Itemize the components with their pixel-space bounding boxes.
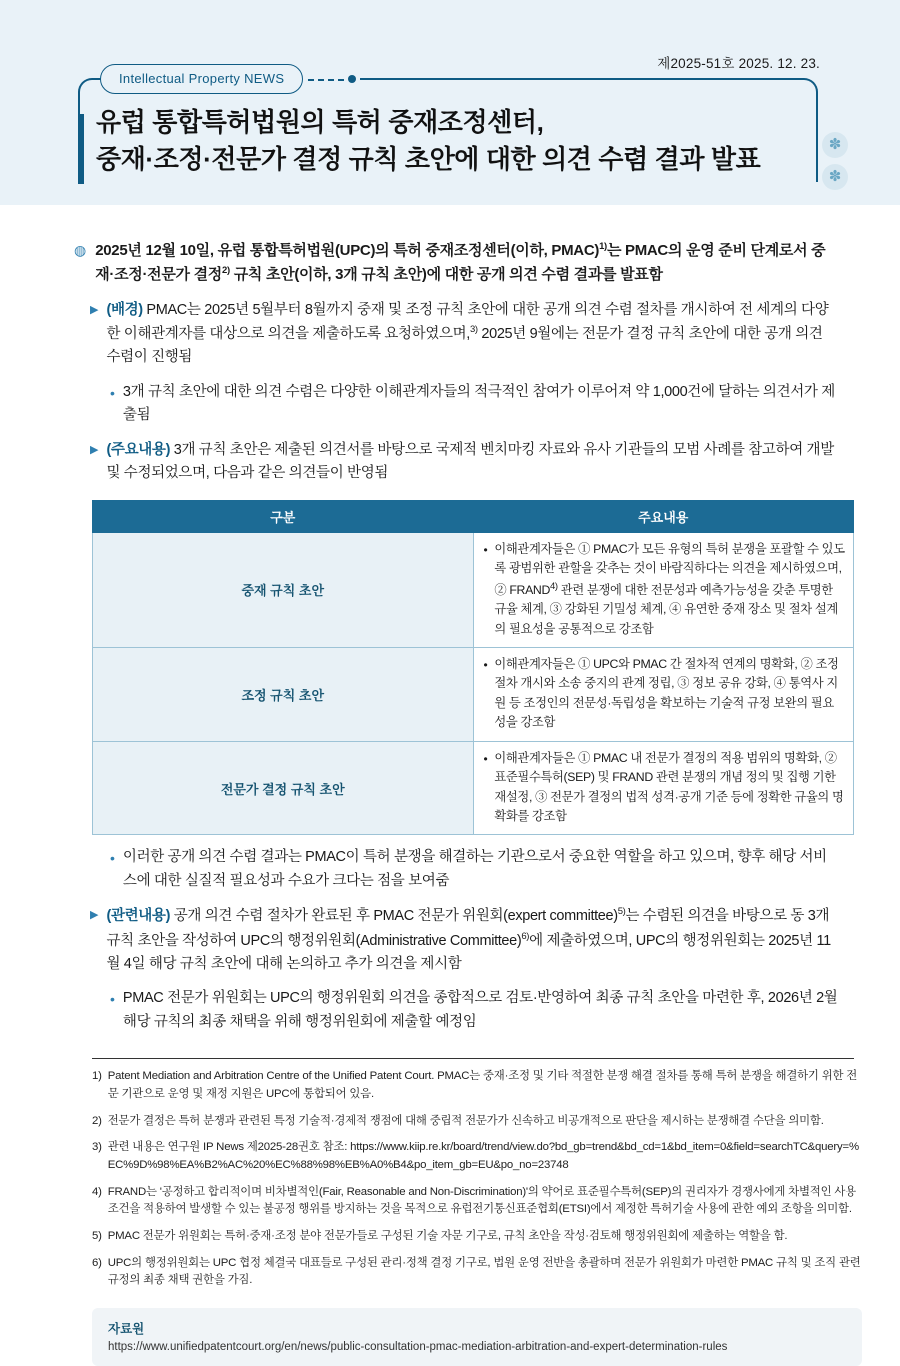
list-item-body-b: 는 수렴된 의견을 바탕으로 동 3개 규칙 초안을 작성하여 UPC의 행정위원회(Administrative Committee) [106,908,830,949]
list-item-text [106,299,838,370]
flower-icon: ✽ [822,164,848,190]
flower-icon: ✽ [822,132,848,158]
page-title-line2: 중재·조정·전문가 결정 규칙 초안에 대한 의견 수렴 결과 발표 [96,143,761,174]
list-item [107,846,838,893]
footnote-text: Patent Mediation and Arbitration Centre of the Unified Patent Court. PMAC는 중재·조정 및 기타 적절한 분쟁 해결 절차를 통해 특허 분쟁을 해결하기 위한 전문 기관으로 운영 및 재정 지원은 UPC에 통합되어 있음. [107,1070,858,1101]
table-header-row [93,500,854,532]
table-cell-text-a: 이해관계자들은 ① PMAC가 모든 유형의 특허 분쟁을 포괄할 수 있도록 광범위한 관할을 갖추는 것이 바람직하다는 의견을 제시하였으며, ② FRAND [494,541,845,597]
footnote-ref-2[interactable]: 2) [222,265,230,277]
list-item-text [106,904,838,976]
list-item-body-a: 3개 규칙 초안은 제출된 의견서를 바탕으로 국제적 벤치마킹 자료와 유사 기관들의 모범 사례를 참고하여 개발 및 수정되었으며, 다음과 같은 의견들이 반영됨 [106,441,834,482]
header-dashed-decoration [300,70,360,90]
table-row [93,741,854,835]
dot-bullet-icon: • [483,542,488,557]
table-cell-text-b: 관련 분쟁에 대한 전문성과 예측가능성을 갖춘 투명한 규율 체계, ③ 강화된 기밀성 체계, ④ 유연한 중재 장소 및 절차 설계의 필요성을 공통적으로 강조함 [494,582,838,636]
footnote-number: 2) [92,1114,102,1127]
footnote-ref-4[interactable]: 4) [549,580,558,592]
dot-bullet-icon: • [483,751,488,766]
dot-bullet-icon: • [110,850,115,867]
list-item [90,439,838,486]
source-box [92,1308,862,1366]
page-title [96,104,816,178]
footnote [92,1113,862,1131]
list-item [107,987,838,1034]
summary-table [92,500,854,836]
footnote [92,1228,862,1246]
footnote-text: UPC의 행정위원회는 UPC 협정 체결국 대표들로 구성된 관리·정책 결정 기구로, 법원 운영 전반을 총괄하며 전문가 위원회가 마련한 PMAC 규칙 및 조직 관련 규정의 최종 채택 권한을 가짐. [107,1256,861,1287]
footnote-text: 전문가 결정은 특허 분쟁과 관련된 특정 기술적·경제적 쟁점에 대해 중립적 전문가가 신속하고 비공개적으로 판단을 제시하는 분쟁해결 수단을 의미함. [107,1114,824,1127]
list-item-text: PMAC 전문가 위원회는 UPC의 행정위원회 의견을 종합적으로 검토·반영하여 최종 규칙 초안을 마련한 후, 2026년 2월 해당 규칙의 최종 채택을 위해 행정위원회에 제출할 예정임 [122,990,838,1030]
table-cell-text: 이해관계자들은 ① PMAC 내 전문가 결정의 적용 범위의 명확화, ② 표준필수특허(SEP) 및 FRAND 관련 분쟁의 개념 정의 및 집행 기한 재설정, ③ 전문가 결정의 법적 성격·공개 기준 등에 정확한 규율의 명확화를 강조함 [494,750,844,823]
source-url[interactable]: https://www.unifiedpatentcourt.org/en/news/public-consultation-pmac-mediation-arbitration-and-expert-determination-rules [108,1341,728,1354]
section-related [90,846,838,1034]
footnote-text: PMAC 전문가 위원회는 특허·중재·조정 분야 전문가들로 구성된 기술 자문 기구로, 규칙 초안을 작성·검토해 행정위원회에 제출하는 역할을 함. [107,1230,788,1243]
footnote [92,1255,862,1290]
footnote-number: 6) [92,1256,102,1269]
footnote [92,1139,862,1174]
lead-text-d: 규칙 초안(이하, 3개 규칙 초안)에 대한 공개 의견 수렴 결과를 발표함 [229,266,663,284]
lead-paragraph [74,239,838,288]
footnote-text: FRAND는 '공정하고 합리적이며 비차별적인(Fair, Reasonable and Non-Discrimination)'의 약어로 표준필수특허(SEP)의 권리자가 경쟁사에게 차별적인 사용조건을 적용하여 발생할 수 있는 불공정 행위를 방지하는 것을 목적으로 유럽전기통신표준협회(ETSI)에서 제정한 특허기술 사용에 관한 예외 조항을 의미함. [107,1185,856,1216]
list-item-body-c: 에 제출하였으며, UPC의 행정위원회는 2025년 11월 4일 해당 규칙 초안에 대해 논의하고 추가 의견을 제시함 [106,932,831,972]
footnote-number: 4) [92,1185,102,1198]
table-header-detail: 주요내용 [473,500,854,532]
list-item-text: 3개 규칙 초안에 대한 의견 수렴은 다양한 이해관계자들의 적극적인 참여가 이루어져 약 1,000건에 달하는 의견서가 제출됨 [122,383,835,424]
source-title: 자료원 [108,1322,145,1337]
table-cell-category: 조정 규칙 초안 [93,648,474,742]
lead-text-a: 2025년 12월 10일, 유럽 통합특허법원(UPC)의 특허 중재조정센터(이하, PMAC) [95,242,600,259]
footnote-ref-5[interactable]: 5) [617,906,626,918]
footnote-ref-3[interactable]: 3) [469,324,478,336]
dot-bullet-icon: • [483,658,488,673]
table-header-category: 구분 [93,500,474,532]
issue-number: 제2025-51호 2025. 12. 23. [657,56,820,71]
lead-bullet-icon: ◍ [74,242,87,258]
list-item-text: 이러한 공개 의견 수렴 결과는 PMAC이 특허 분쟁을 해결하는 기관으로서 중요한 역할을 하고 있으며, 향후 해당 서비스에 대한 실질적 필요성과 수요가 크다는 점을 보여줌 [122,849,827,889]
triangle-bullet-icon: ▶ [90,303,99,316]
footnote-ref-6[interactable]: 6) [521,930,530,942]
section-background [90,299,838,486]
footnote-text: 관련 내용은 연구원 IP News 제2025-28권호 참조: https://www.kiip.re.kr/board/trend/view.do?bd_gb=trend&bd_cd=1&bd_item=0&field=searchTC&query=%EC%9D%98%EA%B2%AC%20%EC%88%98%EB%A0%B4&po_item_gb=EU&po_no=23748 [107,1141,859,1172]
document-body [0,205,900,1366]
table-cell-detail [473,532,854,647]
table-cell-text: 이해관계자들은 ① UPC와 PMAC 간 절차적 연계의 명확화, ② 조정 절차 개시와 소송 중지의 관계 정립, ③ 정보 공유 강화, ④ 통역사 지원 등 조정인의 전문성·독립성을 확보하는 기술적 규정 보완의 필요성을 강조함 [494,657,839,730]
list-item-body-a: PMAC는 2025년 5월부터 8월까지 중재 및 조정 규칙 초안에 대한 공개 의견 수렴 절차를 개시하여 전 세계의 다양한 이해관계자를 대상으로 의견을 제출하도록 요청하였으며, [106,301,829,342]
list-item-text [106,439,838,486]
footnote [92,1184,862,1219]
table-row [93,532,854,647]
lead-text [95,239,838,288]
table-cell-text [494,540,845,639]
footnote-number: 5) [92,1230,102,1243]
table-cell-detail [473,648,854,742]
footnote [92,1068,862,1103]
list-item-label: (주요내용) [106,441,171,458]
list-item [90,299,838,370]
footnote-divider [92,1058,854,1059]
list-item [90,904,838,976]
lead-text-c: 단계로서 중재·조정·전문가 결정 [95,242,826,284]
page-header [0,0,900,205]
triangle-bullet-icon: ▶ [90,909,99,922]
page-title-line1: 유럽 통합특허법원의 특허 중재조정센터, [96,107,544,137]
lead-text-b: 는 PMAC의 운영 준비 [606,242,747,259]
list-item-label: (관련내용) [106,908,171,925]
footnote-number: 1) [92,1070,102,1083]
news-badge: Intellectual Property NEWS [100,64,303,94]
list-item-body-a: 공개 의견 수렴 절차가 완료된 후 PMAC 전문가 위원회(expert committee) [170,908,618,925]
list-item [107,381,838,428]
table-row [93,648,854,742]
footnote-number: 3) [92,1141,102,1154]
list-item-body-b: 2025년 9월에는 전문가 결정 규칙 초안에 대한 공개 의견 수렴이 진행됨 [106,325,823,366]
dot-bullet-icon: • [110,384,115,401]
table-cell-category: 중재 규칙 초안 [93,532,474,647]
list-item-label: (배경) [106,301,143,318]
table-cell-category: 전문가 결정 규칙 초안 [93,741,474,835]
table-cell-detail [473,741,854,835]
triangle-bullet-icon: ▶ [90,443,99,456]
footnote-ref-1[interactable]: 1) [599,241,607,252]
dot-bullet-icon: • [110,991,115,1008]
